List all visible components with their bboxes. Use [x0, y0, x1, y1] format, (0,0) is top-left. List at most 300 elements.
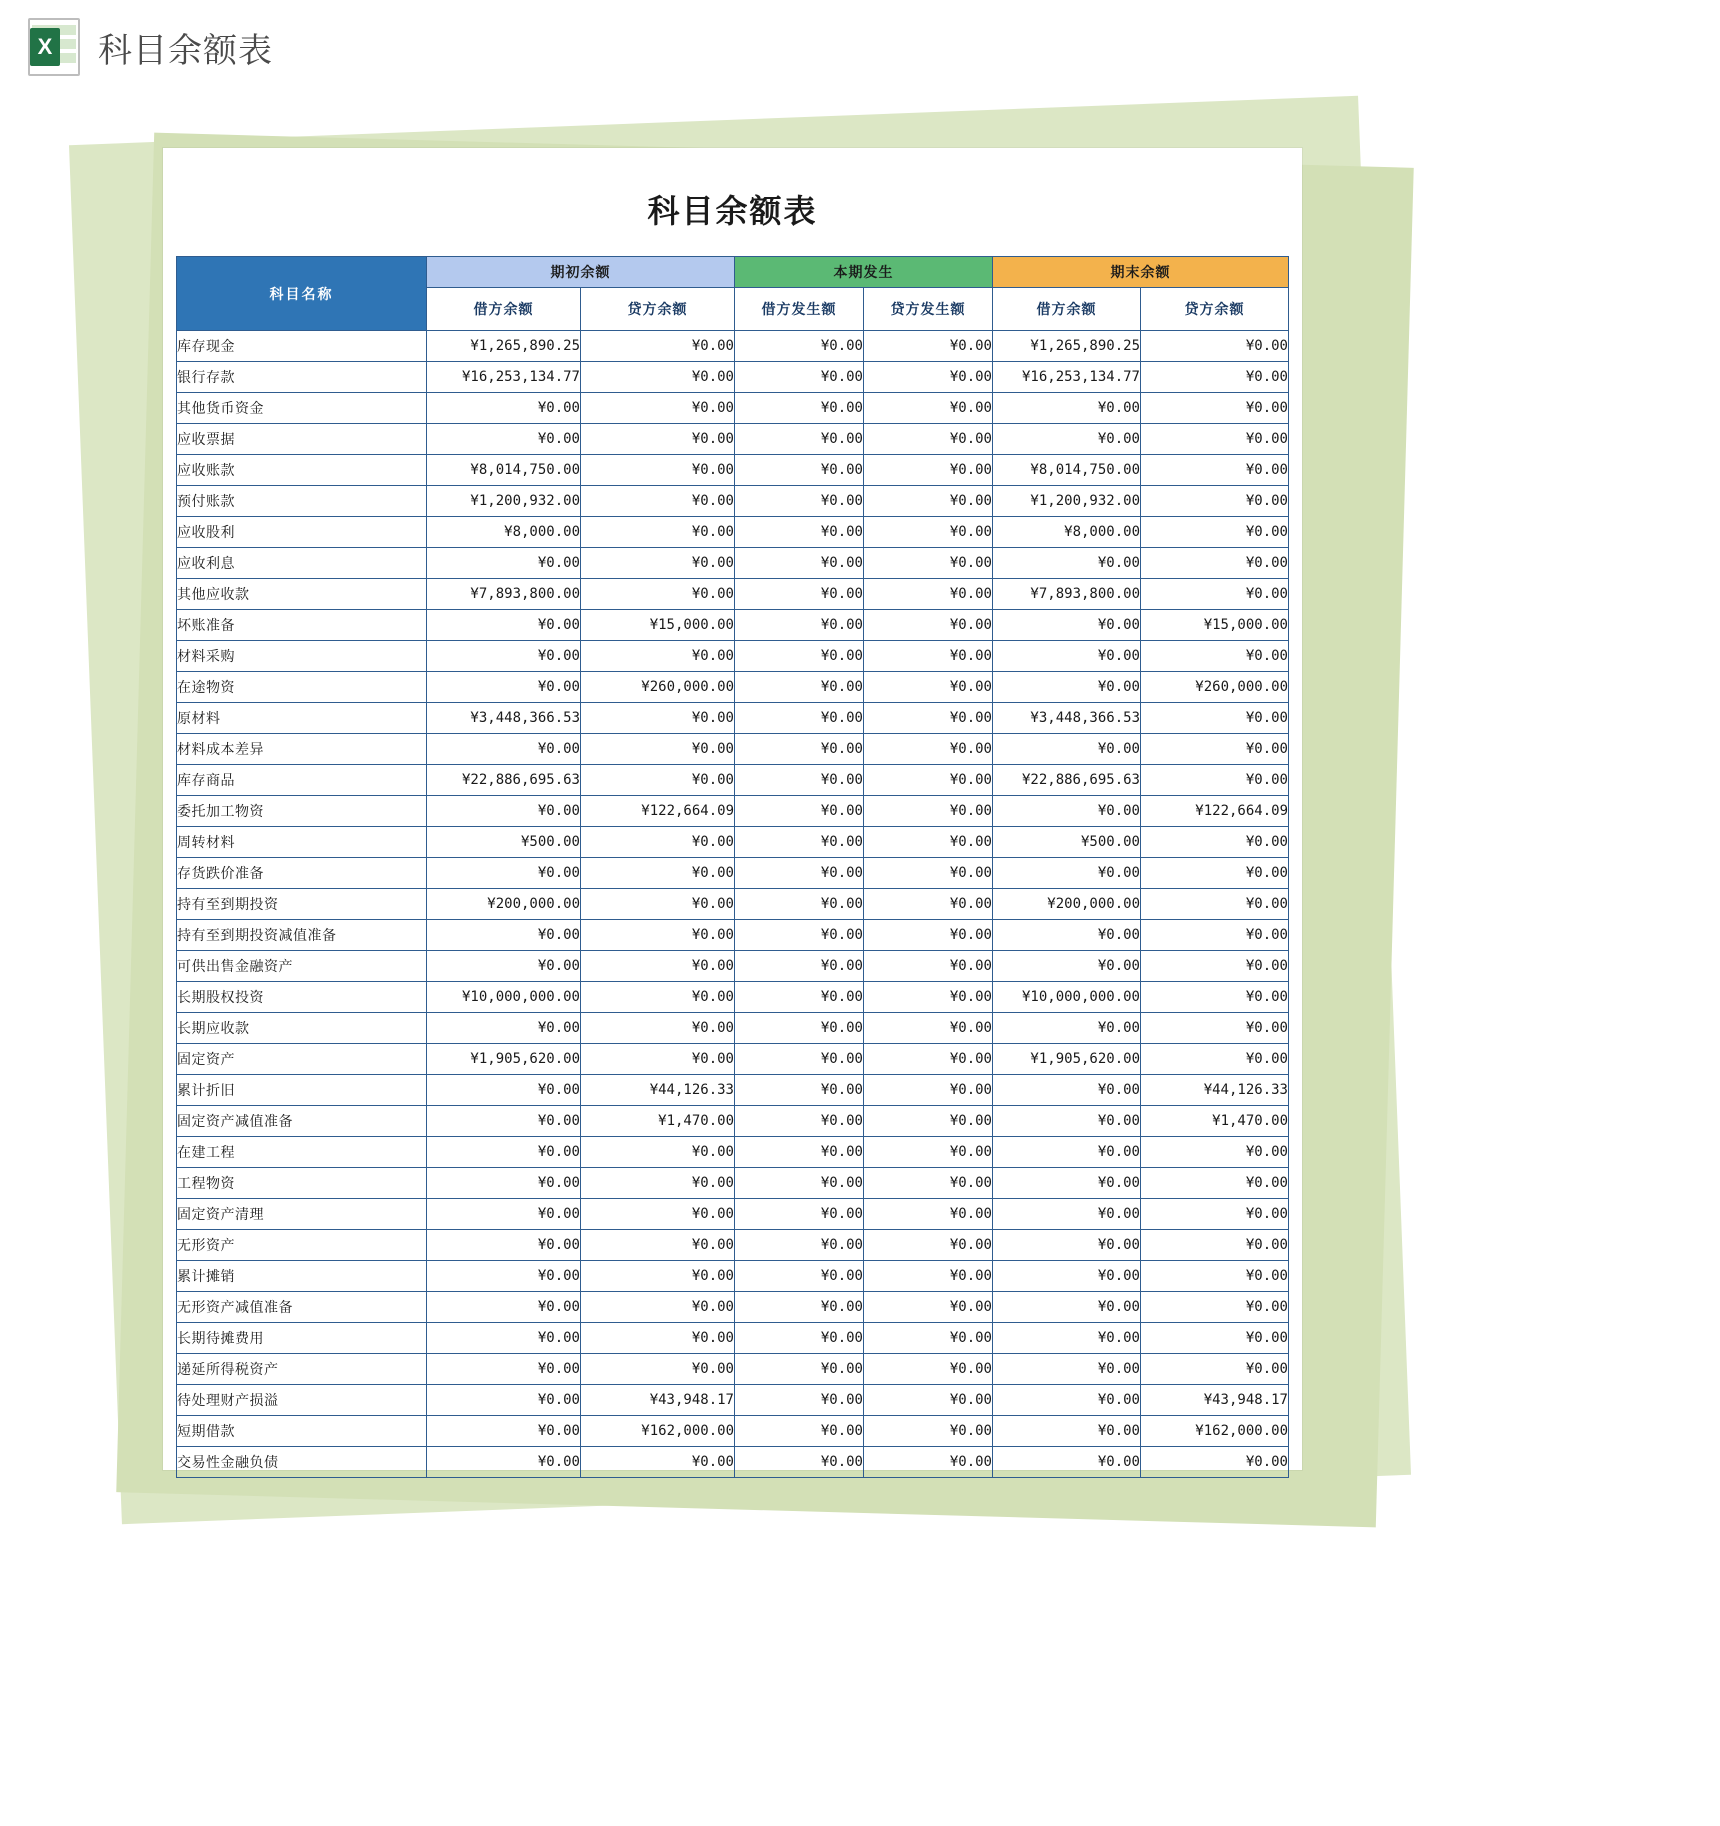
cell-amount: ¥0.00: [1141, 1168, 1289, 1199]
cell-amount: ¥0.00: [581, 889, 735, 920]
page-title: 科目余额表: [98, 31, 273, 70]
cell-subject-name: 累计摊销: [177, 1261, 427, 1292]
cell-amount: ¥0.00: [864, 1013, 993, 1044]
table-row: [177, 393, 1289, 424]
cell-amount: ¥3,448,366.53: [427, 703, 581, 734]
table-row: [177, 1292, 1289, 1323]
document-title: 科目余额表: [647, 192, 818, 230]
cell-subject-name: 交易性金融负债: [177, 1447, 427, 1478]
cell-amount: ¥0.00: [1141, 641, 1289, 672]
cell-subject-name: 递延所得税资产: [177, 1354, 427, 1385]
cell-amount: ¥260,000.00: [1141, 672, 1289, 703]
cell-amount: ¥0.00: [427, 920, 581, 951]
cell-amount: ¥500.00: [993, 827, 1141, 858]
cell-amount: ¥0.00: [864, 548, 993, 579]
cell-amount: ¥44,126.33: [1141, 1075, 1289, 1106]
cell-subject-name: 无形资产减值准备: [177, 1292, 427, 1323]
cell-amount: ¥0.00: [864, 1168, 993, 1199]
cell-amount: ¥0.00: [735, 362, 864, 393]
cell-subject-name: 应收账款: [177, 455, 427, 486]
cell-amount: ¥0.00: [1141, 703, 1289, 734]
cell-amount: ¥162,000.00: [581, 1416, 735, 1447]
cell-amount: ¥0.00: [1141, 858, 1289, 889]
cell-subject-name: 长期股权投资: [177, 982, 427, 1013]
cell-amount: ¥0.00: [864, 982, 993, 1013]
cell-subject-name: 在途物资: [177, 672, 427, 703]
column-header-opening-debit: 借方余额: [427, 288, 581, 331]
cell-amount: ¥0.00: [427, 1292, 581, 1323]
cell-amount: ¥0.00: [427, 858, 581, 889]
cell-amount: ¥44,126.33: [581, 1075, 735, 1106]
cell-amount: ¥0.00: [735, 1075, 864, 1106]
cell-amount: ¥15,000.00: [581, 610, 735, 641]
cell-amount: ¥0.00: [735, 517, 864, 548]
cell-amount: ¥0.00: [1141, 1292, 1289, 1323]
cell-amount: ¥0.00: [581, 517, 735, 548]
cell-subject-name: 应收利息: [177, 548, 427, 579]
cell-amount: ¥0.00: [735, 331, 864, 362]
cell-subject-name: 累计折旧: [177, 1075, 427, 1106]
cell-amount: ¥0.00: [581, 548, 735, 579]
cell-amount: ¥0.00: [864, 889, 993, 920]
cell-amount: ¥0.00: [864, 765, 993, 796]
cell-amount: ¥0.00: [1141, 486, 1289, 517]
cell-amount: ¥0.00: [1141, 1199, 1289, 1230]
cell-subject-name: 无形资产: [177, 1230, 427, 1261]
cell-amount: ¥0.00: [1141, 455, 1289, 486]
cell-amount: ¥1,200,932.00: [993, 486, 1141, 517]
cell-amount: ¥0.00: [864, 951, 993, 982]
cell-amount: ¥0.00: [993, 1168, 1141, 1199]
cell-amount: ¥0.00: [427, 641, 581, 672]
cell-subject-name: 长期应收款: [177, 1013, 427, 1044]
cell-amount: ¥0.00: [1141, 424, 1289, 455]
cell-amount: ¥0.00: [735, 1199, 864, 1230]
cell-amount: ¥7,893,800.00: [993, 579, 1141, 610]
cell-amount: ¥0.00: [735, 1106, 864, 1137]
cell-amount: ¥0.00: [581, 486, 735, 517]
cell-subject-name: 短期借款: [177, 1416, 427, 1447]
cell-amount: ¥0.00: [735, 734, 864, 765]
cell-amount: ¥0.00: [864, 362, 993, 393]
table-row: [177, 486, 1289, 517]
cell-amount: ¥0.00: [427, 1385, 581, 1416]
cell-amount: ¥0.00: [864, 486, 993, 517]
cell-amount: ¥10,000,000.00: [427, 982, 581, 1013]
cell-amount: ¥0.00: [993, 1323, 1141, 1354]
table-row: [177, 362, 1289, 393]
cell-amount: ¥8,014,750.00: [427, 455, 581, 486]
cell-amount: ¥0.00: [735, 672, 864, 703]
cell-amount: ¥0.00: [993, 1106, 1141, 1137]
cell-subject-name: 坏账准备: [177, 610, 427, 641]
cell-amount: ¥200,000.00: [427, 889, 581, 920]
column-header-opening-credit: 贷方余额: [581, 288, 735, 331]
table-row: [177, 920, 1289, 951]
cell-amount: ¥0.00: [864, 1354, 993, 1385]
cell-amount: ¥1,905,620.00: [427, 1044, 581, 1075]
table-row: [177, 765, 1289, 796]
cell-amount: ¥162,000.00: [1141, 1416, 1289, 1447]
cell-amount: ¥0.00: [993, 951, 1141, 982]
cell-amount: ¥0.00: [581, 1137, 735, 1168]
cell-subject-name: 存货跌价准备: [177, 858, 427, 889]
cell-amount: ¥0.00: [993, 734, 1141, 765]
cell-amount: ¥0.00: [993, 920, 1141, 951]
cell-amount: ¥0.00: [427, 1137, 581, 1168]
cell-subject-name: 材料成本差异: [177, 734, 427, 765]
cell-amount: ¥1,265,890.25: [993, 331, 1141, 362]
cell-subject-name: 委托加工物资: [177, 796, 427, 827]
table-row: [177, 672, 1289, 703]
table-row: [177, 1261, 1289, 1292]
cell-amount: ¥1,200,932.00: [427, 486, 581, 517]
cell-amount: ¥0.00: [864, 455, 993, 486]
cell-subject-name: 持有至到期投资减值准备: [177, 920, 427, 951]
table-row: [177, 889, 1289, 920]
cell-amount: ¥0.00: [427, 1416, 581, 1447]
cell-subject-name: 周转材料: [177, 827, 427, 858]
cell-amount: ¥0.00: [427, 424, 581, 455]
cell-amount: ¥0.00: [1141, 889, 1289, 920]
cell-amount: ¥0.00: [864, 1137, 993, 1168]
cell-amount: ¥0.00: [1141, 1323, 1289, 1354]
cell-amount: ¥0.00: [735, 579, 864, 610]
cell-amount: ¥0.00: [993, 1261, 1141, 1292]
cell-amount: ¥8,000.00: [993, 517, 1141, 548]
cell-amount: ¥0.00: [427, 548, 581, 579]
column-header-period-debit: 借方发生额: [735, 288, 864, 331]
cell-amount: ¥0.00: [864, 1447, 993, 1478]
cell-amount: ¥10,000,000.00: [993, 982, 1141, 1013]
cell-amount: ¥3,448,366.53: [993, 703, 1141, 734]
cell-amount: ¥0.00: [735, 858, 864, 889]
column-header-closing-credit: 贷方余额: [1141, 288, 1289, 331]
cell-amount: ¥0.00: [1141, 951, 1289, 982]
cell-amount: ¥0.00: [993, 672, 1141, 703]
cell-amount: ¥1,470.00: [581, 1106, 735, 1137]
table-row: [177, 1354, 1289, 1385]
cell-amount: ¥0.00: [1141, 982, 1289, 1013]
balance-table: [176, 256, 1289, 1478]
cell-amount: ¥0.00: [581, 424, 735, 455]
table-row: [177, 1323, 1289, 1354]
cell-amount: ¥0.00: [993, 1230, 1141, 1261]
cell-amount: ¥0.00: [993, 424, 1141, 455]
cell-amount: ¥0.00: [1141, 1013, 1289, 1044]
cell-amount: ¥0.00: [427, 672, 581, 703]
cell-amount: ¥43,948.17: [1141, 1385, 1289, 1416]
cell-amount: ¥0.00: [1141, 548, 1289, 579]
cell-amount: ¥0.00: [735, 610, 864, 641]
excel-file-icon: [28, 18, 80, 76]
cell-amount: ¥0.00: [1141, 331, 1289, 362]
cell-amount: ¥0.00: [1141, 1261, 1289, 1292]
cell-subject-name: 固定资产清理: [177, 1199, 427, 1230]
table-row: [177, 1385, 1289, 1416]
cell-amount: ¥0.00: [427, 1230, 581, 1261]
table-group-header-row: [177, 257, 1289, 288]
cell-amount: ¥0.00: [735, 1261, 864, 1292]
cell-amount: ¥0.00: [1141, 362, 1289, 393]
cell-amount: ¥0.00: [427, 734, 581, 765]
cell-amount: ¥0.00: [864, 1075, 993, 1106]
cell-amount: ¥0.00: [735, 796, 864, 827]
cell-amount: ¥0.00: [993, 1013, 1141, 1044]
document-sheet: [163, 148, 1302, 1470]
cell-amount: ¥0.00: [993, 1199, 1141, 1230]
cell-amount: ¥7,893,800.00: [427, 579, 581, 610]
table-row: [177, 1106, 1289, 1137]
cell-subject-name: 库存商品: [177, 765, 427, 796]
cell-amount: ¥1,265,890.25: [427, 331, 581, 362]
cell-subject-name: 库存现金: [177, 331, 427, 362]
cell-amount: ¥0.00: [581, 827, 735, 858]
cell-amount: ¥0.00: [427, 1106, 581, 1137]
cell-amount: ¥0.00: [427, 1323, 581, 1354]
cell-amount: ¥0.00: [864, 1292, 993, 1323]
cell-subject-name: 预付账款: [177, 486, 427, 517]
cell-amount: ¥0.00: [1141, 1354, 1289, 1385]
cell-amount: ¥0.00: [993, 1385, 1141, 1416]
column-header-subject-name: 科目名称: [177, 257, 427, 331]
cell-amount: ¥0.00: [864, 610, 993, 641]
cell-amount: ¥0.00: [864, 579, 993, 610]
cell-amount: ¥0.00: [735, 920, 864, 951]
cell-amount: ¥0.00: [735, 486, 864, 517]
cell-amount: ¥0.00: [427, 393, 581, 424]
cell-amount: ¥0.00: [581, 1292, 735, 1323]
cell-amount: ¥0.00: [735, 641, 864, 672]
cell-subject-name: 固定资产: [177, 1044, 427, 1075]
cell-amount: ¥0.00: [735, 393, 864, 424]
cell-amount: ¥0.00: [864, 331, 993, 362]
cell-amount: ¥0.00: [1141, 393, 1289, 424]
cell-amount: ¥0.00: [864, 1106, 993, 1137]
cell-amount: ¥0.00: [864, 796, 993, 827]
page-header: [28, 18, 273, 76]
cell-amount: ¥0.00: [427, 1199, 581, 1230]
cell-amount: ¥122,664.09: [1141, 796, 1289, 827]
table-row: [177, 796, 1289, 827]
cell-amount: ¥0.00: [735, 1168, 864, 1199]
cell-amount: ¥0.00: [1141, 517, 1289, 548]
cell-amount: ¥0.00: [427, 1075, 581, 1106]
cell-amount: ¥0.00: [993, 1354, 1141, 1385]
cell-amount: ¥0.00: [581, 1323, 735, 1354]
cell-subject-name: 应收票据: [177, 424, 427, 455]
cell-amount: ¥0.00: [735, 1044, 864, 1075]
cell-amount: ¥0.00: [1141, 765, 1289, 796]
cell-subject-name: 银行存款: [177, 362, 427, 393]
cell-amount: ¥0.00: [864, 424, 993, 455]
cell-amount: ¥0.00: [864, 517, 993, 548]
cell-amount: ¥0.00: [581, 734, 735, 765]
cell-amount: ¥0.00: [1141, 827, 1289, 858]
table-row: [177, 455, 1289, 486]
table-row: [177, 1075, 1289, 1106]
cell-amount: ¥22,886,695.63: [993, 765, 1141, 796]
cell-amount: ¥0.00: [864, 827, 993, 858]
column-header-period-credit: 贷方发生额: [864, 288, 993, 331]
table-row: [177, 579, 1289, 610]
table-row: [177, 1230, 1289, 1261]
cell-amount: ¥0.00: [735, 1292, 864, 1323]
cell-amount: ¥0.00: [993, 1292, 1141, 1323]
table-row: [177, 1013, 1289, 1044]
cell-amount: ¥0.00: [735, 1416, 864, 1447]
cell-amount: ¥0.00: [427, 1354, 581, 1385]
cell-amount: ¥0.00: [581, 765, 735, 796]
cell-amount: ¥0.00: [581, 1168, 735, 1199]
cell-amount: ¥0.00: [581, 703, 735, 734]
cell-amount: ¥0.00: [993, 1137, 1141, 1168]
excel-icon-letter: X: [30, 28, 60, 66]
cell-amount: ¥0.00: [993, 641, 1141, 672]
table-row: [177, 703, 1289, 734]
cell-amount: ¥0.00: [581, 1199, 735, 1230]
cell-amount: ¥500.00: [427, 827, 581, 858]
cell-amount: ¥0.00: [864, 1385, 993, 1416]
cell-amount: ¥1,905,620.00: [993, 1044, 1141, 1075]
cell-amount: ¥0.00: [993, 796, 1141, 827]
cell-amount: ¥0.00: [581, 920, 735, 951]
table-row: [177, 858, 1289, 889]
cell-subject-name: 待处理财产损溢: [177, 1385, 427, 1416]
cell-amount: ¥0.00: [581, 951, 735, 982]
cell-amount: ¥0.00: [864, 1261, 993, 1292]
cell-subject-name: 长期待摊费用: [177, 1323, 427, 1354]
cell-amount: ¥0.00: [864, 1199, 993, 1230]
cell-subject-name: 其他应收款: [177, 579, 427, 610]
cell-amount: ¥0.00: [581, 1013, 735, 1044]
cell-amount: ¥0.00: [993, 610, 1141, 641]
cell-amount: ¥0.00: [735, 548, 864, 579]
table-body: [177, 331, 1289, 1478]
table-row: [177, 641, 1289, 672]
cell-amount: ¥0.00: [581, 362, 735, 393]
cell-amount: ¥0.00: [427, 796, 581, 827]
cell-amount: ¥0.00: [427, 951, 581, 982]
cell-amount: ¥0.00: [735, 951, 864, 982]
cell-amount: ¥16,253,134.77: [993, 362, 1141, 393]
cell-subject-name: 原材料: [177, 703, 427, 734]
cell-amount: ¥0.00: [864, 1323, 993, 1354]
cell-amount: ¥0.00: [581, 579, 735, 610]
table-row: [177, 1416, 1289, 1447]
cell-amount: ¥0.00: [864, 858, 993, 889]
cell-amount: ¥0.00: [735, 1013, 864, 1044]
table-row: [177, 951, 1289, 982]
cell-amount: ¥0.00: [427, 1168, 581, 1199]
cell-amount: ¥0.00: [864, 703, 993, 734]
cell-amount: ¥0.00: [864, 672, 993, 703]
cell-amount: ¥0.00: [581, 1230, 735, 1261]
cell-amount: ¥0.00: [864, 734, 993, 765]
cell-amount: ¥0.00: [864, 1044, 993, 1075]
cell-amount: ¥1,470.00: [1141, 1106, 1289, 1137]
table-row: [177, 331, 1289, 362]
table-row: [177, 548, 1289, 579]
cell-amount: ¥0.00: [581, 393, 735, 424]
cell-amount: ¥0.00: [581, 641, 735, 672]
cell-amount: ¥0.00: [735, 1323, 864, 1354]
cell-amount: ¥0.00: [1141, 734, 1289, 765]
cell-amount: ¥0.00: [993, 548, 1141, 579]
cell-subject-name: 材料采购: [177, 641, 427, 672]
cell-amount: ¥0.00: [864, 393, 993, 424]
table-row: [177, 517, 1289, 548]
cell-amount: ¥0.00: [735, 827, 864, 858]
cell-amount: ¥0.00: [581, 858, 735, 889]
cell-amount: ¥0.00: [1141, 1230, 1289, 1261]
cell-amount: ¥0.00: [581, 1261, 735, 1292]
cell-amount: ¥260,000.00: [581, 672, 735, 703]
table-row: [177, 827, 1289, 858]
cell-amount: ¥0.00: [993, 1416, 1141, 1447]
cell-amount: ¥0.00: [735, 889, 864, 920]
cell-amount: ¥0.00: [581, 455, 735, 486]
cell-amount: ¥0.00: [427, 1447, 581, 1478]
cell-subject-name: 持有至到期投资: [177, 889, 427, 920]
group-header-closing-balance: 期末余额: [993, 257, 1289, 288]
cell-amount: ¥0.00: [427, 1261, 581, 1292]
cell-amount: ¥0.00: [1141, 1447, 1289, 1478]
cell-amount: ¥0.00: [735, 1385, 864, 1416]
cell-subject-name: 固定资产减值准备: [177, 1106, 427, 1137]
table-row: [177, 1137, 1289, 1168]
cell-amount: ¥0.00: [735, 455, 864, 486]
cell-amount: ¥16,253,134.77: [427, 362, 581, 393]
cell-amount: ¥0.00: [735, 765, 864, 796]
cell-amount: ¥0.00: [1141, 1044, 1289, 1075]
cell-subject-name: 应收股利: [177, 517, 427, 548]
table-row: [177, 610, 1289, 641]
cell-amount: ¥0.00: [864, 641, 993, 672]
cell-amount: ¥0.00: [735, 424, 864, 455]
cell-amount: ¥43,948.17: [581, 1385, 735, 1416]
cell-amount: ¥200,000.00: [993, 889, 1141, 920]
cell-amount: ¥0.00: [1141, 1137, 1289, 1168]
cell-amount: ¥22,886,695.63: [427, 765, 581, 796]
cell-amount: ¥0.00: [993, 1447, 1141, 1478]
table-row: [177, 982, 1289, 1013]
cell-amount: ¥0.00: [735, 1354, 864, 1385]
cell-amount: ¥0.00: [1141, 579, 1289, 610]
table-row: [177, 1044, 1289, 1075]
table-row: [177, 1199, 1289, 1230]
cell-subject-name: 在建工程: [177, 1137, 427, 1168]
cell-subject-name: 其他货币资金: [177, 393, 427, 424]
cell-amount: ¥0.00: [1141, 920, 1289, 951]
group-header-current-period: 本期发生: [735, 257, 993, 288]
cell-amount: ¥0.00: [427, 1013, 581, 1044]
cell-amount: ¥0.00: [427, 610, 581, 641]
table-row: [177, 1168, 1289, 1199]
cell-amount: ¥0.00: [581, 982, 735, 1013]
cell-amount: ¥8,014,750.00: [993, 455, 1141, 486]
table-row: [177, 424, 1289, 455]
cell-amount: ¥8,000.00: [427, 517, 581, 548]
cell-amount: ¥0.00: [735, 1447, 864, 1478]
cell-amount: ¥122,664.09: [581, 796, 735, 827]
cell-amount: ¥0.00: [993, 1075, 1141, 1106]
cell-amount: ¥0.00: [735, 703, 864, 734]
cell-subject-name: 工程物资: [177, 1168, 427, 1199]
cell-amount: ¥0.00: [864, 920, 993, 951]
cell-amount: ¥0.00: [735, 982, 864, 1013]
column-header-closing-debit: 借方余额: [993, 288, 1141, 331]
